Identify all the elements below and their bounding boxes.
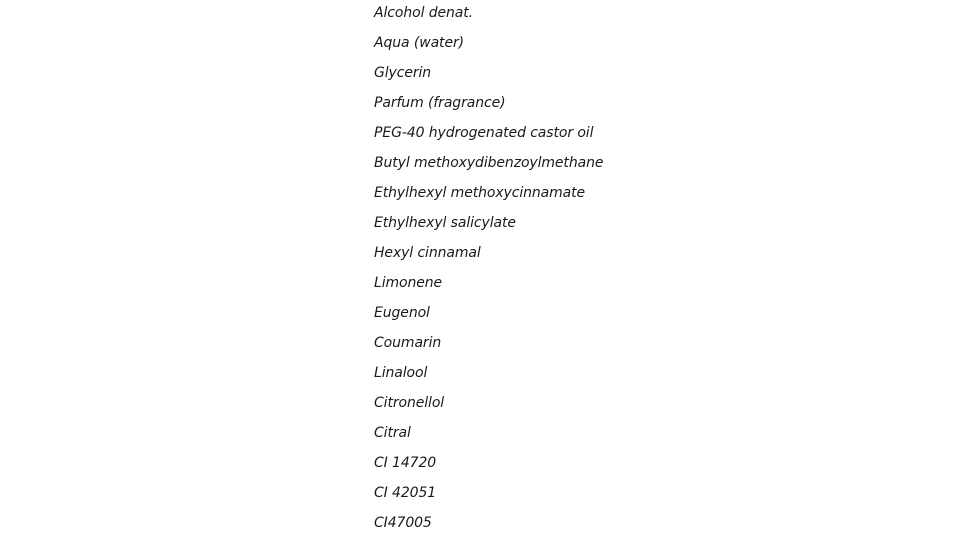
ingredient-item: Citral [374, 425, 411, 441]
ingredient-list [374, 0, 603, 540]
ingredient-item: Eugenol [374, 305, 430, 321]
ingredient-item: Parfum (fragrance) [374, 95, 506, 111]
ingredient-item: CI47005 [374, 515, 432, 531]
ingredient-item: Coumarin [374, 335, 442, 351]
ingredient-item: Citronellol [374, 395, 445, 411]
ingredient-item: CI 14720 [374, 455, 437, 471]
ingredient-item: Ethylhexyl salicylate [374, 215, 516, 231]
ingredient-item: PEG-40 hydrogenated castor oil [374, 125, 594, 141]
ingredient-item: Alcohol denat. [374, 5, 473, 21]
ingredient-item: Linalool [374, 365, 428, 381]
ingredient-item: CI 42051 [374, 485, 437, 501]
ingredient-item: Limonene [374, 275, 443, 291]
ingredient-item: Butyl methoxydibenzoylmethane [374, 155, 604, 171]
ingredient-item: Glycerin [374, 65, 432, 81]
ingredient-item: Aqua (water) [374, 35, 464, 51]
ingredient-item: Ethylhexyl methoxycinnamate [374, 185, 586, 201]
ingredient-item: Hexyl cinnamal [374, 245, 481, 261]
